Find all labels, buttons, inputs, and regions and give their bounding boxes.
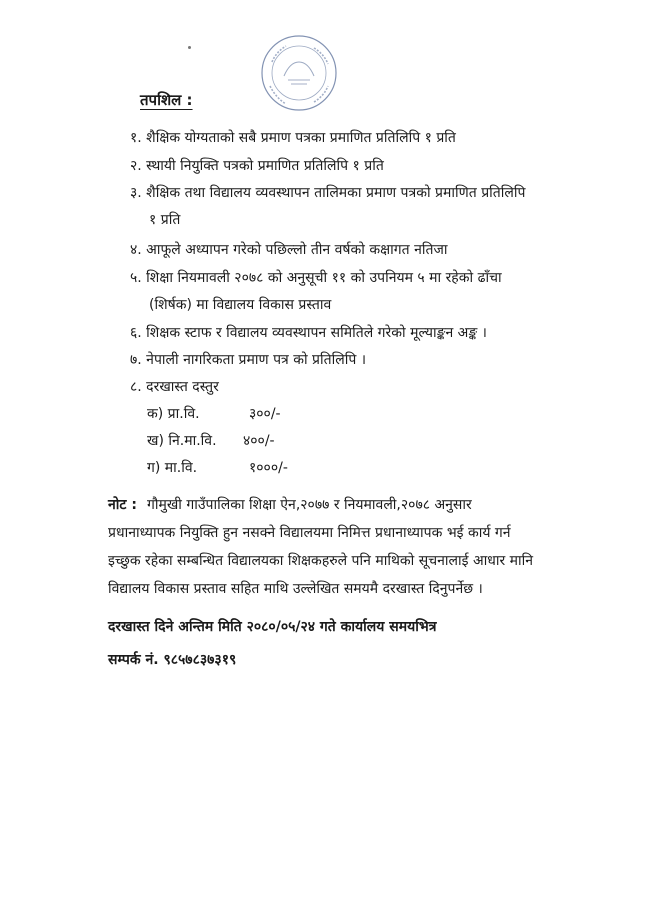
section-heading: तपशिल : <box>140 91 193 109</box>
note-label: नोट : <box>108 497 137 513</box>
contact-number: सम्पर्क नं. ९८५७८३७३१९ <box>108 652 237 668</box>
stray-mark <box>188 46 191 49</box>
note-paragraph <box>108 491 568 603</box>
office-seal-stamp <box>258 32 340 114</box>
list-item-6: ६. शिक्षक स्टाफ र विद्यालय व्यवस्थापन समितिले गरेको मूल्याङ्कन अङ्क । <box>130 325 487 341</box>
fee-label-lower-secondary: ख) नि.मा.वि. <box>147 433 217 449</box>
application-deadline: दरखास्त दिने अन्तिम मिति २०८०/०५/२४ गते कार्यालय समयभित्र <box>108 619 437 635</box>
list-item-7: ७. नेपाली नागरिकता प्रमाण पत्र को प्रतिलिपि । <box>130 352 367 368</box>
list-item-3: ३. शैक्षिक तथा विद्यालय व्यवस्थापन तालिमका प्रमाण पत्रको प्रमाणित प्रतिलिपि <box>130 185 526 201</box>
note-row-1 <box>108 491 568 519</box>
note-line-4: विद्यालय विकास प्रस्ताव सहित माथि उल्लेखित समयमै दरखास्त दिनुपर्नेछ । <box>108 581 483 597</box>
fee-label-secondary: ग) मा.वि. <box>147 460 198 476</box>
fee-amount-secondary: १०००/- <box>249 460 288 476</box>
list-item-5-continued: (शिर्षक) मा विद्यालय विकास प्रस्ताव <box>149 297 332 313</box>
list-item-4: ४. आफूले अध्यापन गरेको पछिल्लो तीन वर्षको कक्षागत नतिजा <box>130 242 448 258</box>
note-line-1: गौमुखी गाउँपालिका शिक्षा ऐन,२०७७ र नियमावली,२०७८ अनुसार <box>146 497 472 513</box>
list-item-3-continued: १ प्रति <box>149 212 181 228</box>
note-line-2: प्रधानाध्यापक नियुक्ति हुन नसक्ने विद्यालयमा निमित्त प्रधानाध्यापक भई कार्य गर्न <box>108 525 511 541</box>
note-line-3: इच्छुक रहेका सम्बन्धित विद्यालयका शिक्षकहरुले पनि माथिको सूचनालाई आधार मानि <box>108 553 534 569</box>
list-item-5: ५. शिक्षा नियमावली २०७८ को अनुसूची ११ को उपनियम ५ मा रहेको ढाँचा <box>130 270 502 286</box>
fee-label-primary: क) प्रा.वि. <box>147 406 200 422</box>
list-item-2: २. स्थायी नियुक्ति पत्रको प्रमाणित प्रतिलिपि १ प्रति <box>130 158 384 174</box>
fee-amount-primary: ३००/- <box>249 406 281 422</box>
list-item-1: १. शैक्षिक योग्यताको सबै प्रमाण पत्रका प्रमाणित प्रतिलिपि १ प्रति <box>130 130 456 146</box>
list-item-8: ८. दरखास्त दस्तुर <box>130 379 219 395</box>
fee-amount-lower-secondary: ४००/- <box>243 433 275 449</box>
